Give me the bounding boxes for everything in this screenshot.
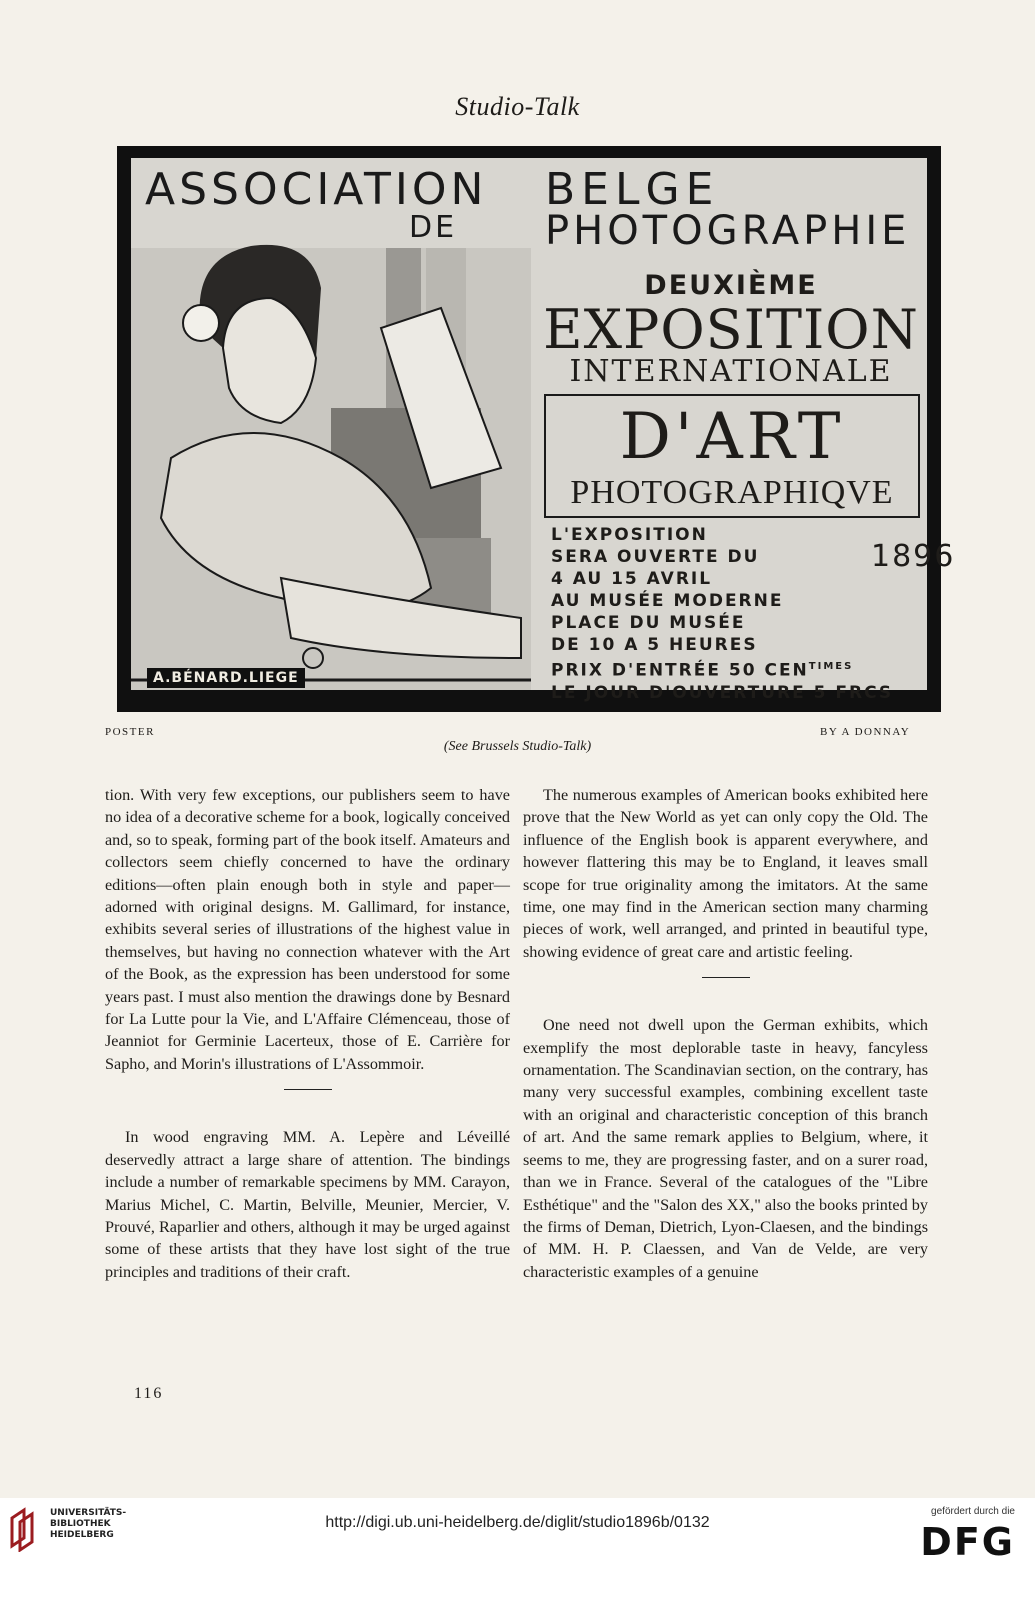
poster-photographie: PHOTOGRAPHIE <box>545 208 911 254</box>
poster-belge: BELGE <box>545 164 720 215</box>
woman-portrait-illustration <box>131 158 531 690</box>
poster-cent-sup: TIMES <box>808 661 854 672</box>
section-divider <box>284 1089 332 1090</box>
poster-info-line: SERA OUVERTE DU <box>551 547 760 567</box>
right-column <box>523 784 928 1283</box>
paragraph: The numerous examples of American books exhibited here prove that the New World as yet can only copy the Old. The influence of the English book is apparent everywhere, and however flattering this may be to England, it leaves small scope for true originality among the imitators. At the same time, one may find in the American section many charming pieces of work, well arranged, and printed in beautiful type, showing evidence of great care and artistic feeling. <box>523 786 928 961</box>
poster-info-line: DE 10 A 5 HEURES <box>551 635 758 655</box>
poster-info-line: AU MUSÉE MODERNE <box>551 591 784 611</box>
paragraph: tion. With very few exceptions, our publishers seem to have no idea of a decorative scheme for a book, logically conceived and, so to speak, forming part of the book itself. Amateurs and collectors seem chiefly concerned to have the ordinary editions—often plain enough both in style and paper—adorned with original designs. M. Gallimard, for instance, exhibits several series of illustrations of the highest value in themselves, but having no connection whatever with the Art of the Book, as the expression has been understood for some years past. I must also mention the drawings done by Besnard for La Lutte pour la Vie, and L'Affaire Clémenceau, those of Jeanniot for Germinie Lacerteux, those of E. Carrière for Sapho, and Morin's illustrations of L'Assommoir. <box>105 786 510 1073</box>
caption-left: POSTER <box>105 726 155 738</box>
dfg-label: gefördert durch die <box>931 1506 1015 1517</box>
poster-info-line: LE JOUR D'OUVERTURE 5 FRCS <box>551 682 894 703</box>
poster-deuxieme: DEUXIÈME <box>644 270 818 301</box>
poster-artist-tag: A.BÉNARD.LIEGE <box>147 668 305 688</box>
poster-internationale: INTERNATIONALE <box>569 354 893 389</box>
caption-right: BY A DONNAY <box>820 726 911 738</box>
library-name-line: UNIVERSITÄTS- <box>50 1508 127 1518</box>
running-head: Studio-Talk <box>455 92 580 121</box>
dfg-logo: DFG <box>920 1520 1015 1564</box>
poster-info-line-price <box>551 656 931 682</box>
paragraph: In wood engraving MM. A. Lepère and Léveillé deservedly attract a large share of attention. The bindings include a number of remarkable specimens by MM. Carayon, Marius Michel, C. Martin, Belville, Meunier, Mercier, V. Prouvé, Raparlier and others, although it may be urged against some of these artists that they have lost sight of the true principles and traditions of their craft. <box>105 1128 510 1281</box>
poster-dart: D'ART <box>619 400 845 474</box>
library-name-line: BIBLIOTHEK <box>50 1519 111 1529</box>
page-number: 116 <box>134 1385 164 1402</box>
paragraph: One need not dwell upon the German exhibits, which exemplify the most deplorable taste in heavy, fancyless ornamentation. The Scandinavian section, on the contrary, has many very successful examples, combining excellent taste with an original and characteristic conception of this branch of art. And the same remark applies to Belgium, where, it seems to me, they are progressing faster, and on a surer road, than we in France. Several of the catalogues of the "Libre Esthétique" and the "Salon des XX," also the books printed by the firms of Deman, Dietrich, Lyon-Claesen, and the bindings of MM. H. P. Claessen, and Van de Velde, are very characteristic examples of a genuine <box>523 1016 928 1281</box>
section-divider <box>702 977 750 978</box>
source-url-link[interactable]: http://digi.ub.uni-heidelberg.de/diglit/studio1896b/0132 <box>325 1514 710 1531</box>
poster-dart-box <box>544 394 920 518</box>
caption-center: (See Brussels Studio-Talk) <box>443 739 592 754</box>
footer <box>0 1498 1035 1597</box>
left-column <box>105 784 510 1283</box>
poster-photographiqve: PHOTOGRAPHIQVE <box>570 474 894 511</box>
poster-info-line: PLACE DU MUSÉE <box>551 613 746 633</box>
poster-de: DE <box>409 210 458 245</box>
poster-exposition: EXPOSITION <box>543 298 919 361</box>
poster-info-line: L'EXPOSITION <box>551 525 708 545</box>
poster-association: ASSOCIATION <box>145 164 488 215</box>
library-name-line: HEIDELBERG <box>50 1530 114 1540</box>
poster-year: 1896 <box>871 539 956 574</box>
poster-info-line: 4 AU 15 AVRIL <box>551 569 713 589</box>
poster-info <box>551 524 956 704</box>
poster-illustration <box>117 146 956 712</box>
poster-info-line: PRIX D'ENTRÉE 50 CEN <box>551 660 809 681</box>
